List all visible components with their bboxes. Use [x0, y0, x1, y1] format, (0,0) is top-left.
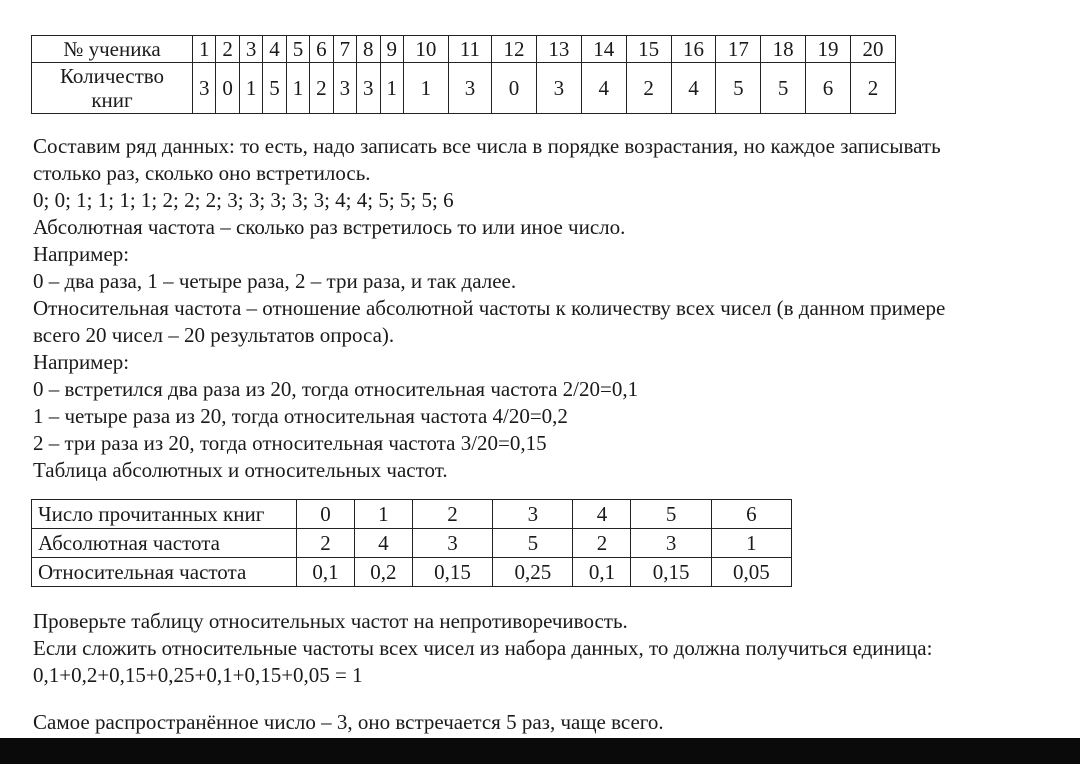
- text-line: 0 – встретился два раза из 20, тогда относительная частота 2/20=0,1: [33, 377, 639, 401]
- absolute-frequency-cell: 2: [573, 529, 631, 558]
- text-line: столько раз, сколько оно встретилось.: [33, 161, 371, 185]
- books-count-cell: 1: [286, 63, 309, 114]
- relative-frequency-cell: 0,05: [711, 558, 791, 587]
- books-count-cell: 2: [310, 63, 333, 114]
- explanation-text: [33, 133, 945, 484]
- books-count-cell: 5: [761, 63, 806, 114]
- student-number-cell: 2: [216, 36, 239, 63]
- student-number-cell: 3: [239, 36, 262, 63]
- relative-frequency-row: [32, 558, 792, 587]
- text-line: 2 – три раза из 20, тогда относительная частота 3/20=0,15: [33, 431, 547, 455]
- books-count-cell: 0: [216, 63, 239, 114]
- student-number-cell: 12: [492, 36, 537, 63]
- numbers-row: [32, 500, 792, 529]
- books-count-cell: 1: [403, 63, 448, 114]
- student-number-cell: 14: [581, 36, 626, 63]
- books-count-cell: 3: [357, 63, 380, 114]
- books-count-row: [32, 63, 896, 114]
- relative-frequency-label: Относительная частота: [32, 558, 297, 587]
- text-line: Если сложить относительные частоты всех чисел из набора данных, то должна получиться единица:: [33, 636, 933, 660]
- books-count-header: [32, 63, 193, 114]
- number-cell: 3: [493, 500, 573, 529]
- books-count-cell: 1: [239, 63, 262, 114]
- number-cell: 6: [711, 500, 791, 529]
- books-count-cell: 1: [380, 63, 403, 114]
- text-line: Таблица абсолютных и относительных частот.: [33, 458, 448, 482]
- student-number-cell: 1: [193, 36, 216, 63]
- relative-frequency-cell: 0,25: [493, 558, 573, 587]
- books-count-cell: 6: [806, 63, 851, 114]
- books-count-cell: 0: [492, 63, 537, 114]
- student-number-cell: 20: [850, 36, 895, 63]
- books-count-header-line1: Количество: [59, 63, 165, 88]
- sum-formula-line: 0,1+0,2+0,15+0,25+0,1+0,15+0,05 = 1: [33, 663, 363, 687]
- bottom-dark-bar: [0, 738, 1080, 764]
- absolute-frequency-cell: 2: [297, 529, 355, 558]
- relative-frequency-cell: 0,1: [573, 558, 631, 587]
- text-line: всего 20 чисел – 20 результатов опроса).: [33, 323, 395, 347]
- student-number-cell: 15: [626, 36, 671, 63]
- absolute-frequency-cell: 5: [493, 529, 573, 558]
- text-line: Составим ряд данных: то есть, надо записать все числа в порядке возрастания, но каждое записывать: [33, 134, 941, 158]
- student-number-cell: 5: [286, 36, 309, 63]
- relative-frequency-cell: 0,1: [297, 558, 355, 587]
- text-line: Проверьте таблицу относительных частот на непротиворечивость.: [33, 609, 628, 633]
- student-number-header: № ученика: [32, 36, 193, 63]
- number-cell: 0: [297, 500, 355, 529]
- absolute-frequency-cell: 3: [412, 529, 492, 558]
- student-number-cell: 19: [806, 36, 851, 63]
- number-cell: 5: [631, 500, 711, 529]
- books-count-cell: 5: [716, 63, 761, 114]
- student-number-cell: 8: [357, 36, 380, 63]
- books-count-cell: 4: [671, 63, 716, 114]
- data-series-line: 0; 0; 1; 1; 1; 1; 2; 2; 2; 3; 3; 3; 3; 3; 4; 4; 5; 5; 5; 6: [33, 188, 454, 212]
- check-text: [33, 608, 932, 689]
- student-number-cell: 11: [448, 36, 491, 63]
- student-number-cell: 17: [716, 36, 761, 63]
- books-count-cell: 4: [581, 63, 626, 114]
- text-line: 0 – два раза, 1 – четыре раза, 2 – три раза, и так далее.: [33, 269, 517, 293]
- student-number-cell: 7: [333, 36, 356, 63]
- books-count-cell: 3: [193, 63, 216, 114]
- books-count-cell: 3: [448, 63, 491, 114]
- relative-frequency-cell: 0,2: [354, 558, 412, 587]
- student-number-cell: 13: [536, 36, 581, 63]
- conclusion-text: [33, 709, 664, 736]
- numbers-row-label: Число прочитанных книг: [32, 500, 297, 529]
- books-count-cell: 3: [333, 63, 356, 114]
- books-count-header-line2: книг: [91, 88, 133, 112]
- relative-frequency-cell: 0,15: [631, 558, 711, 587]
- text-line: Например:: [33, 350, 130, 374]
- books-count-cell: 3: [536, 63, 581, 114]
- relative-frequency-cell: 0,15: [412, 558, 492, 587]
- student-number-cell: 10: [403, 36, 448, 63]
- number-cell: 1: [354, 500, 412, 529]
- student-number-cell: 6: [310, 36, 333, 63]
- number-cell: 4: [573, 500, 631, 529]
- books-count-cell: 2: [850, 63, 895, 114]
- absolute-frequency-cell: 4: [354, 529, 412, 558]
- student-number-cell: 16: [671, 36, 716, 63]
- text-line: Например:: [33, 242, 130, 266]
- student-number-row: [32, 36, 896, 63]
- students-books-table: [31, 35, 896, 114]
- text-line: Самое распространённое число – 3, оно встречается 5 раз, чаще всего.: [33, 710, 664, 734]
- text-line: 1 – четыре раза из 20, тогда относительная частота 4/20=0,2: [33, 404, 568, 428]
- student-number-cell: 9: [380, 36, 403, 63]
- frequency-table: [31, 499, 792, 587]
- absolute-frequency-row: [32, 529, 792, 558]
- absolute-frequency-cell: 3: [631, 529, 711, 558]
- books-count-cell: 5: [263, 63, 286, 114]
- number-cell: 2: [412, 500, 492, 529]
- text-line: Относительная частота – отношение абсолютной частоты к количеству всех чисел (в данном примере: [33, 296, 946, 320]
- student-number-cell: 18: [761, 36, 806, 63]
- absolute-frequency-cell: 1: [711, 529, 791, 558]
- text-line: Абсолютная частота – сколько раз встретилось то или иное число.: [33, 215, 626, 239]
- absolute-frequency-label: Абсолютная частота: [32, 529, 297, 558]
- student-number-cell: 4: [263, 36, 286, 63]
- books-count-cell: 2: [626, 63, 671, 114]
